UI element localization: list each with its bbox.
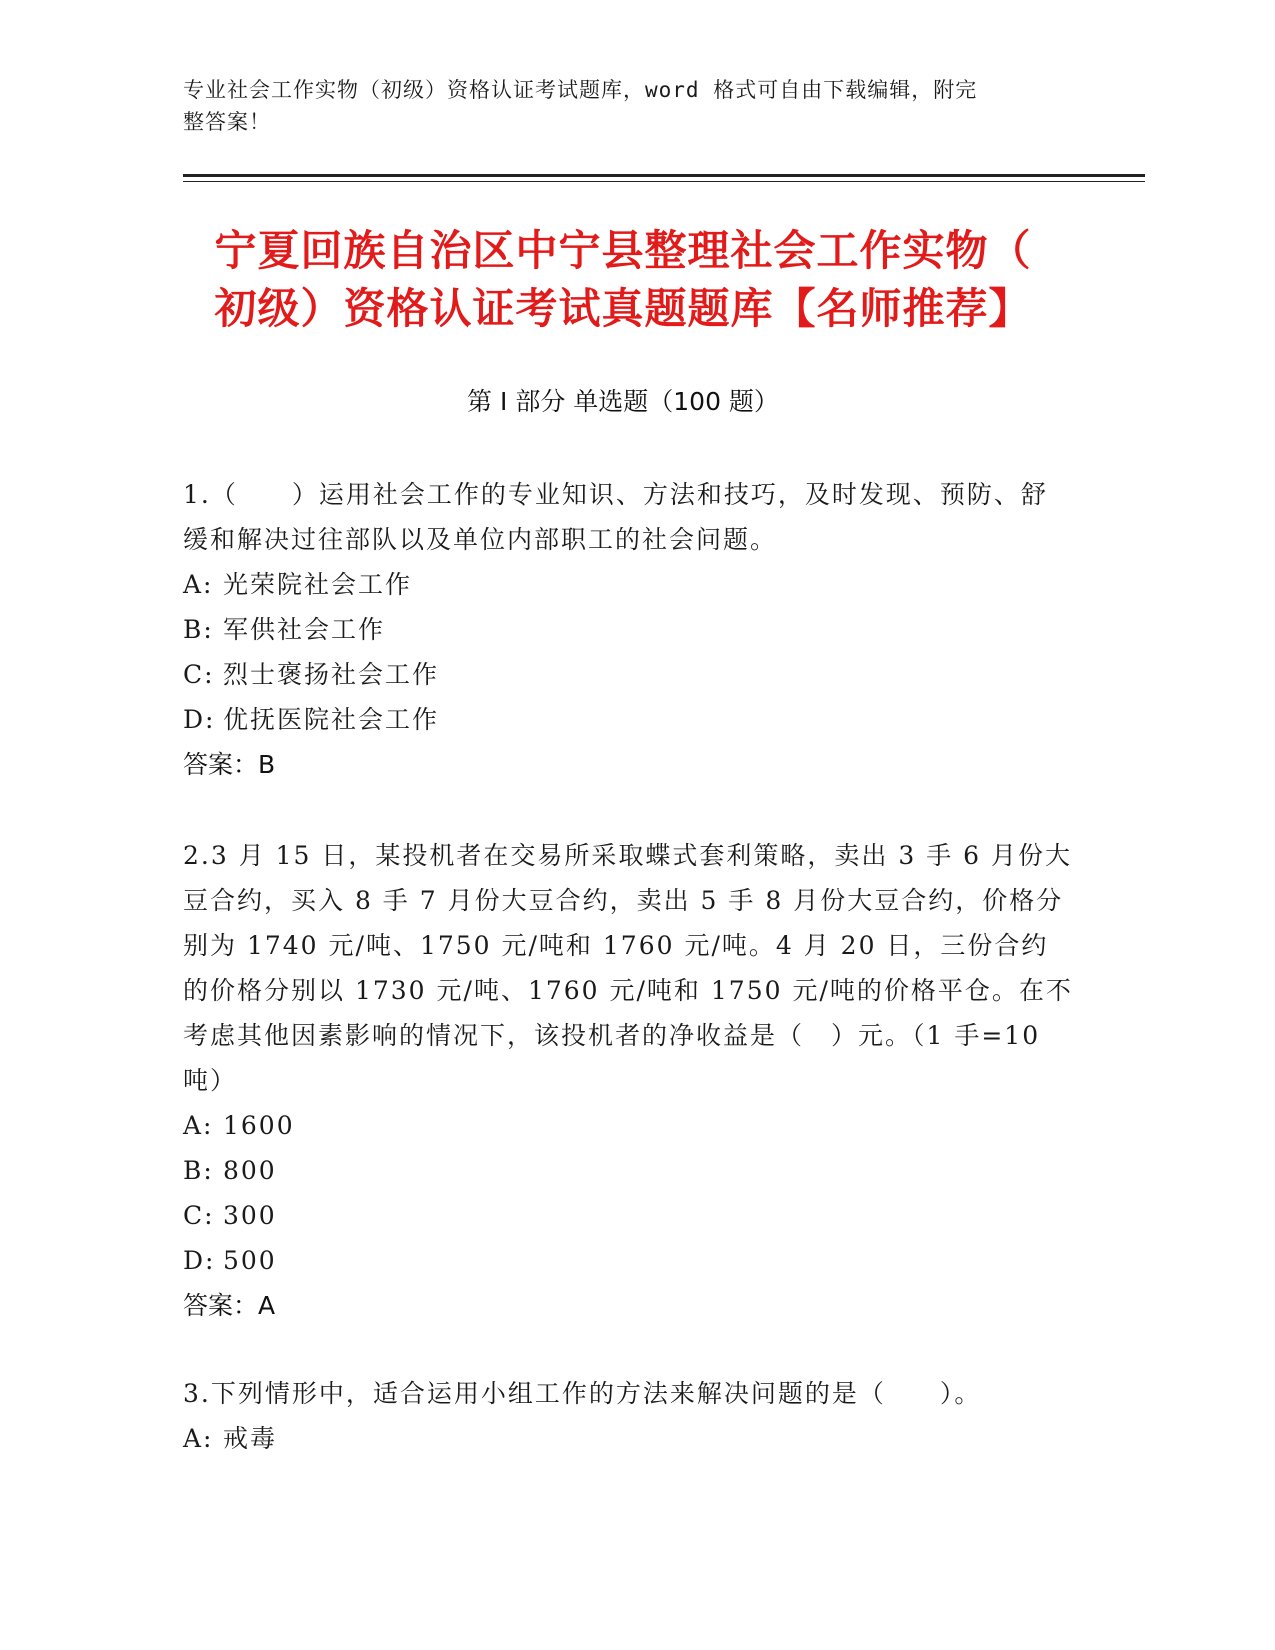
option-text: 戒毒 — [223, 1424, 278, 1453]
option-c — [183, 652, 1073, 697]
section-title: 第 I 部分 单选题（100 题） — [467, 387, 779, 416]
answer: 答案：A — [183, 1291, 276, 1320]
option-text: 1600 — [223, 1111, 295, 1140]
option-a — [183, 1416, 1073, 1461]
option-key: D: — [183, 705, 216, 734]
header-note — [183, 74, 1063, 138]
option-d — [183, 1238, 1073, 1283]
option-key: D: — [183, 1246, 216, 1275]
question-1 — [183, 472, 1073, 787]
question-text: 2.3 月 15 日，某投机者在交易所采取蝶式套利策略，卖出 3 手 6 月份大豆合约，买入 8 手 7 月份大豆合约，卖出 5 手 8 月份大豆合约，价格分别为 1740 元/吨、1750 元/吨和 1760 元/吨。4 月 20 日，三份合约的价格分别以 1730 元/吨、1760 元/吨和 1750 元/吨的价格平仓。在不考虑其他因素影响的情况下，该投机者的净收益是（ ）元。（1 手=10 吨） — [183, 841, 1073, 1095]
option-key: A: — [183, 1424, 214, 1453]
header-divider-thick — [183, 174, 1145, 177]
document-title-line-1: 宁夏回族自治区中宁县整理社会工作实物（ — [214, 226, 1032, 275]
option-key: C: — [183, 1201, 215, 1230]
option-text: 优抚医院社会工作 — [223, 705, 440, 734]
question-3 — [183, 1371, 1073, 1461]
option-text: 300 — [223, 1201, 277, 1230]
option-text: 500 — [223, 1246, 277, 1275]
question-text: 1.（ ）运用社会工作的专业知识、方法和技巧，及时发现、预防、舒缓和解决过往部队以及单位内部职工的社会问题。 — [183, 480, 1048, 554]
document-title — [183, 222, 1063, 338]
option-key: B: — [183, 1156, 214, 1185]
option-text: 光荣院社会工作 — [223, 570, 413, 599]
option-key: A: — [183, 1111, 214, 1140]
document-title-line-2: 初级）资格认证考试真题题库【名师推荐】 — [214, 284, 1032, 333]
option-a — [183, 562, 1073, 607]
question-text: 3.下列情形中，适合运用小组工作的方法来解决问题的是（ ）。 — [183, 1379, 982, 1408]
option-b — [183, 1148, 1073, 1193]
header-note-line-1: 专业社会工作实物（初级）资格认证考试题库，word 格式可自由下载编辑，附完 — [183, 78, 978, 102]
option-text: 800 — [223, 1156, 277, 1185]
option-text: 烈士褒扬社会工作 — [223, 660, 440, 689]
option-a — [183, 1103, 1073, 1148]
header-note-line-2: 整答案！ — [183, 110, 271, 134]
option-c — [183, 1193, 1073, 1238]
option-b — [183, 607, 1073, 652]
option-d — [183, 697, 1073, 742]
option-key: A: — [183, 570, 214, 599]
header-divider-thin — [183, 181, 1145, 182]
option-text: 军供社会工作 — [223, 615, 386, 644]
answer: 答案：B — [183, 750, 276, 779]
question-2 — [183, 833, 1073, 1328]
option-key: B: — [183, 615, 214, 644]
option-key: C: — [183, 660, 215, 689]
